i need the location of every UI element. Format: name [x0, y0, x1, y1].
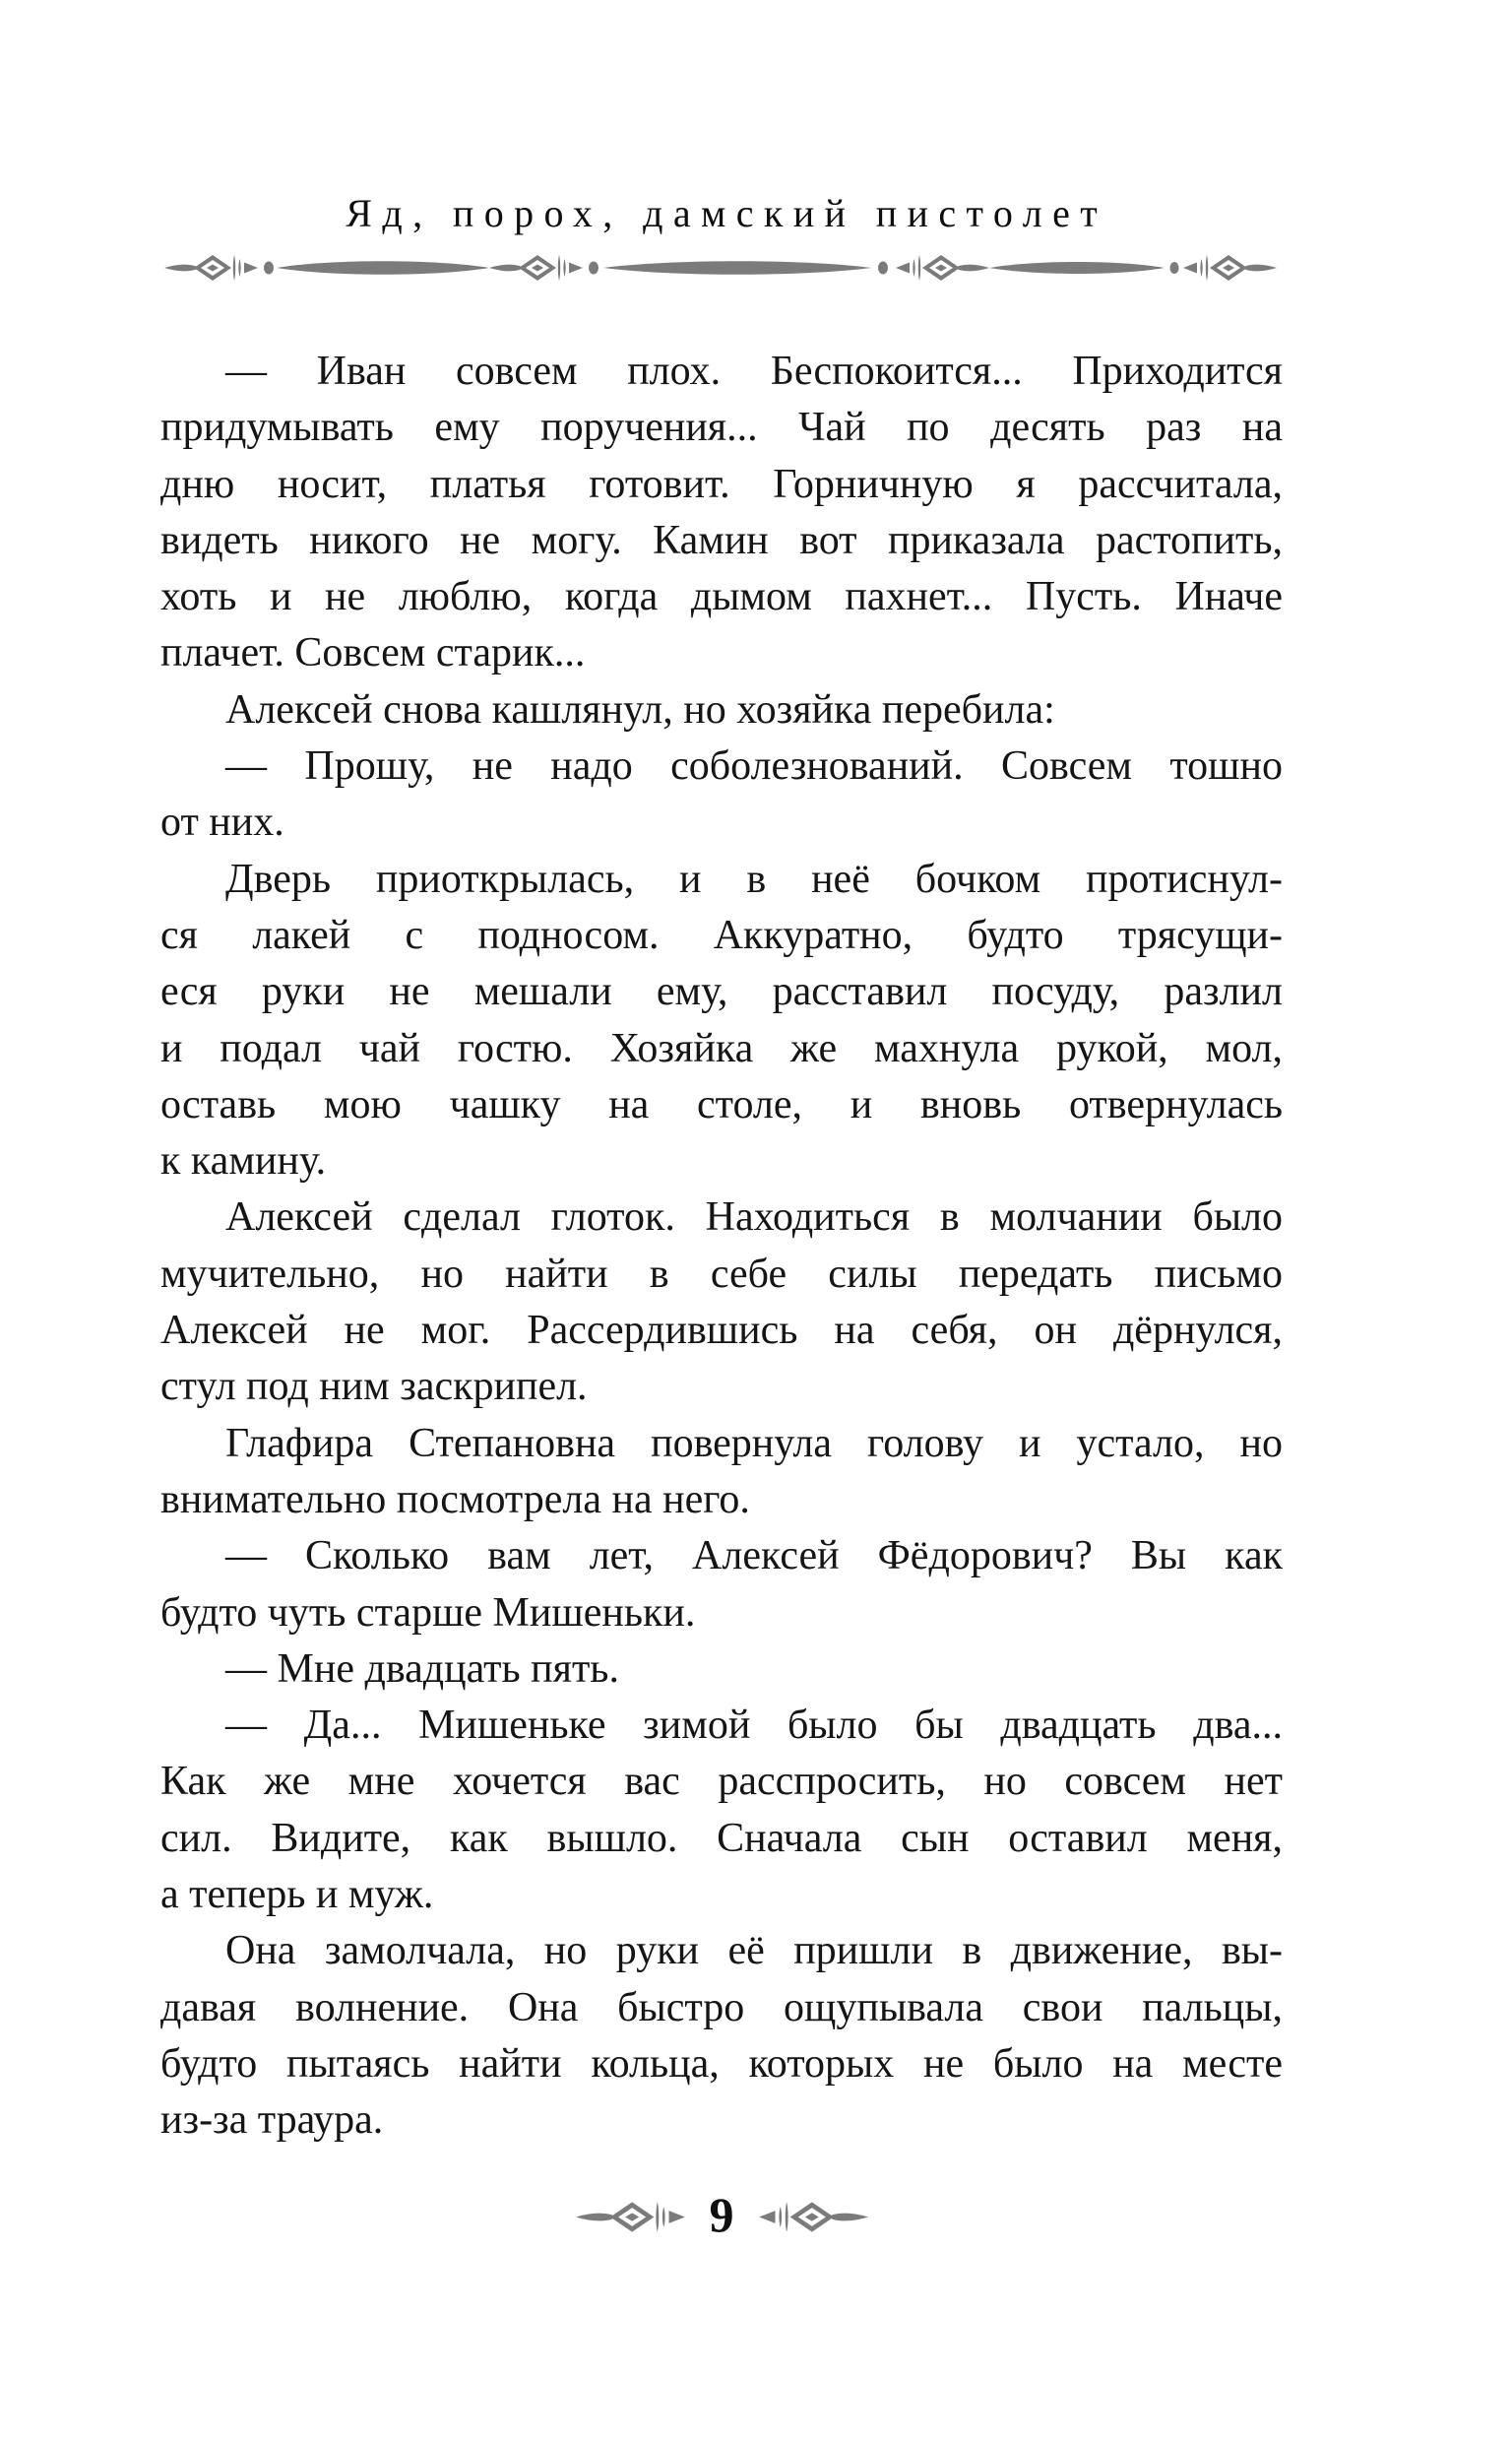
text-line: Она замолчала, но руки её пришли в движение, вы-	[225, 1928, 1283, 1974]
text-line: Как же мне хочется вас расспросить, но совсем нет	[160, 1759, 1283, 1805]
text-line: из-за траура.	[160, 2097, 384, 2144]
paragraph	[160, 1641, 1283, 1698]
paragraph	[160, 1923, 1283, 2149]
text-line: видеть никого не могу. Камин вот приказала растопить,	[160, 517, 1283, 563]
running-header-text: Яд, порох, дамский пистолет	[346, 191, 1108, 235]
text-line: придумывать ему поручения... Чай по десять раз на	[160, 405, 1283, 451]
text-line: — Мне двадцать пять.	[225, 1645, 619, 1692]
running-header-title	[160, 190, 1283, 236]
text-line: Алексей не мог. Рассердившись на себя, он дёрнулся,	[160, 1308, 1283, 1354]
text-line: Алексей снова кашлянул, но хозяйка перебила:	[225, 686, 1055, 733]
footer-ornament-left-icon	[576, 2193, 686, 2241]
paragraph	[160, 1698, 1283, 1923]
text-line: внимательно посмотрела на него.	[160, 1476, 750, 1522]
text-line: и подал чай гостю. Хозяйка же махнула рукой, мол,	[160, 1025, 1283, 1071]
body-text	[160, 344, 1283, 2150]
text-line: еся руки не мешали ему, расставил посуду, разлил	[160, 969, 1283, 1015]
text-line: сил. Видите, как вышло. Сначала сын оставил меня,	[160, 1815, 1283, 1861]
text-line: Алексей сделал глоток. Находиться в молчании было	[225, 1194, 1283, 1241]
text-line: — Прошу, не надо соболезнований. Совсем тошно	[225, 743, 1283, 790]
text-line: плачет. Совсем старик...	[160, 630, 586, 676]
text-line: Глафира Степановна повернула голову и устало, но	[225, 1420, 1283, 1466]
paragraph	[160, 1416, 1283, 1529]
text-line: будто пытаясь найти кольца, которых не было на месте	[160, 2040, 1283, 2087]
text-line: а теперь и муж.	[160, 1872, 434, 1918]
text-line: дню носит, платья готовит. Горничную я рассчитала,	[160, 461, 1283, 507]
text-line: оставь мою чашку на столе, и вновь отвернулась	[160, 1081, 1283, 1127]
page-footer	[160, 2187, 1283, 2243]
page-number: 9	[709, 2187, 734, 2242]
text-line: хоть и не люблю, когда дымом пахнет... Пусть. Иначе	[160, 574, 1283, 620]
text-line: давая волнение. Она быстро ощупывала свои пальцы,	[160, 1984, 1283, 2030]
text-line: будто чуть старше Мишеньки.	[160, 1589, 696, 1636]
text-line: стул под ним заскрипел.	[160, 1364, 588, 1410]
text-line: к камину.	[160, 1138, 327, 1185]
text-line: Дверь приоткрылась, и в неё бочком протиснул-	[225, 856, 1283, 902]
text-line: — Да... Мишеньке зимой было бы двадцать два...	[225, 1703, 1283, 1749]
text-line: ся лакей с подносом. Аккуратно, будто трясущи-	[160, 912, 1283, 958]
paragraph	[160, 739, 1283, 852]
text-line: от них.	[160, 800, 284, 846]
header-divider-ornament-icon	[164, 247, 1277, 289]
paragraph	[160, 852, 1283, 1190]
paragraph	[160, 1528, 1283, 1641]
text-line: — Иван совсем плох. Беспокоится... Приходится	[225, 349, 1283, 394]
paragraph	[160, 344, 1283, 682]
text-line: — Сколько вам лет, Алексей Фёдорович? Вы как	[225, 1533, 1283, 1579]
paragraph	[160, 1189, 1283, 1415]
footer-ornament-right-icon	[758, 2193, 868, 2241]
text-line: мучительно, но найти в себе силы передать письмо	[160, 1251, 1283, 1297]
paragraph	[160, 682, 1283, 739]
